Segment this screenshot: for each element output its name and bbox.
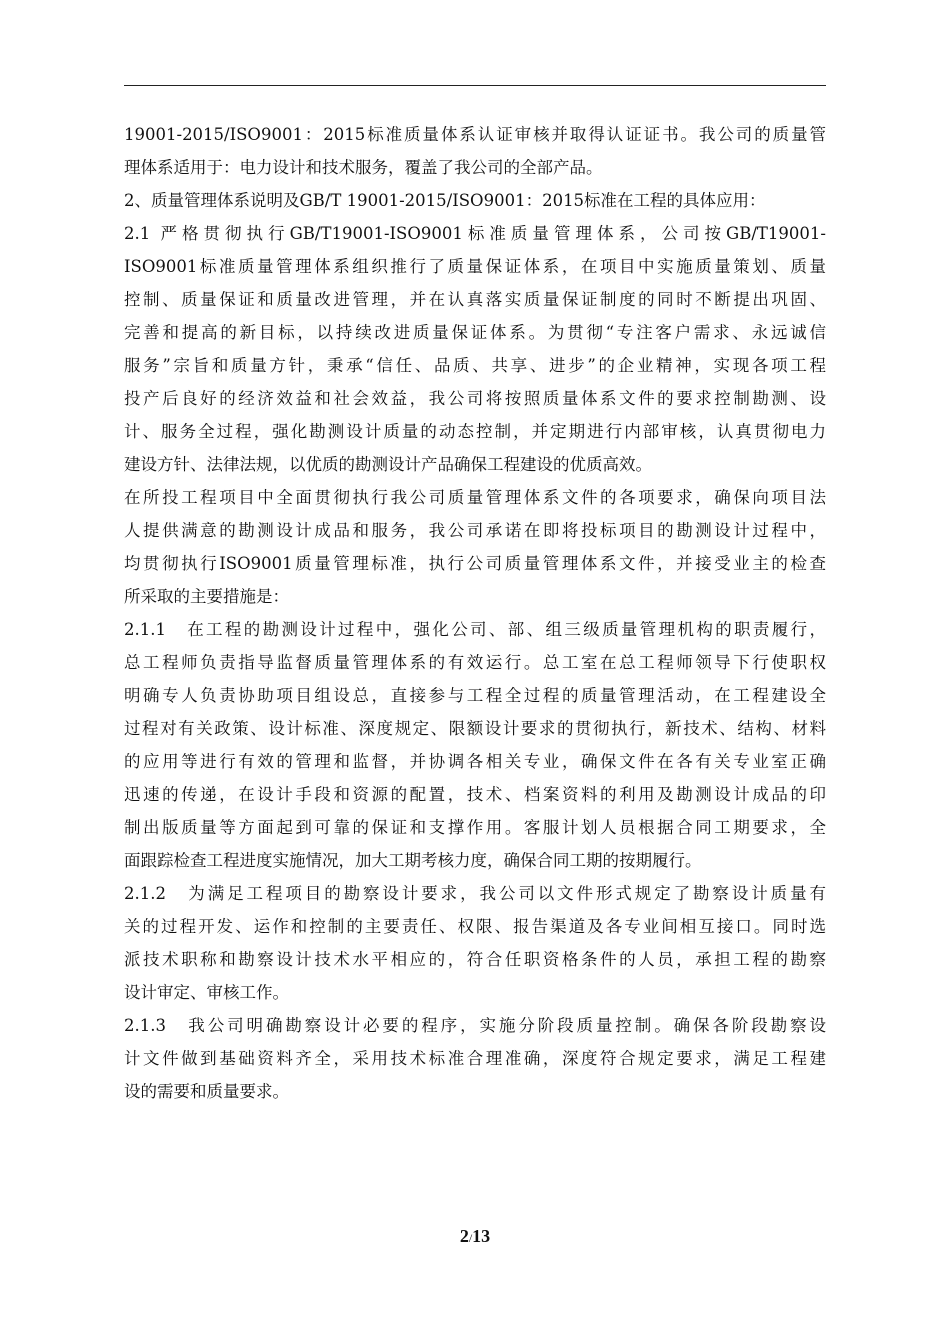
text-line: 控制、质量保证和质量改进管理，并在认真落实质量保证制度的同时不断提出巩固、 [124, 290, 826, 309]
text-line: ISO9001标准质量管理体系组织推行了质量保证体系，在项目中实施质量策划、质量 [124, 257, 826, 276]
page-separator: / [468, 1231, 473, 1245]
text-line: 建设方针、法律法规，以优质的勘测设计产品确保工程建设的优质高效。 [124, 455, 652, 474]
text-line: 总工程师负责指导监督质量管理体系的有效运行。总工室在总工程师领导下行使职权 [124, 653, 826, 672]
text-line: 2.1.3 我公司明确勘察设计必要的程序，实施分阶段质量控制。确保各阶段勘察设 [124, 1016, 826, 1035]
text-line: 关的过程开发、运作和控制的主要责任、权限、报告渠道及各专业间相互接口。同时选 [124, 917, 826, 936]
text-line: 设计审定、审核工作。 [124, 983, 289, 1002]
text-line: 完善和提高的新目标，以持续改进质量保证体系。为贯彻“专注客户需求、永远诚信 [124, 323, 826, 342]
text-line: 均贯彻执行ISO9001质量管理标准，执行公司质量管理体系文件，并接受业主的检查 [124, 554, 826, 573]
text-line: 2.1 严格贯彻执行GB/T19001-ISO9001标准质量管理体系，公司按GB/T19001- [124, 224, 826, 243]
text-line: 2、质量管理体系说明及GB/T 19001-2015/ISO9001：2015标准在工程的具体应用： [124, 191, 766, 210]
text-line: 设的需要和质量要求。 [124, 1082, 289, 1101]
text-line: 明确专人负责协助项目组设总，直接参与工程全过程的质量管理活动，在工程建设全 [124, 686, 826, 705]
text-line: 人提供满意的勘测设计成品和服务，我公司承诺在即将投标项目的勘测设计过程中， [124, 521, 826, 540]
text-line: 2.1.1 在工程的勘测设计过程中，强化公司、部、组三级质量管理机构的职责履行， [124, 620, 826, 639]
text-line: 计、服务全过程，强化勘测设计质量的动态控制，并定期进行内部审核，认真贯彻电力 [124, 422, 826, 441]
text-line: 计文件做到基础资料齐全，采用技术标准合理准确，深度符合规定要求，满足工程建 [124, 1049, 826, 1068]
page-number [0, 1224, 950, 1250]
header-rule [124, 85, 826, 86]
text-line: 迅速的传递，在设计手段和资源的配置，技术、档案资料的利用及勘测设计成品的印 [124, 785, 826, 804]
text-line: 派技术职称和勘察设计技术水平相应的，符合任职资格条件的人员，承担工程的勘察 [124, 950, 826, 969]
text-line: 19001-2015/ISO9001：2015标准质量体系认证审核并取得认证证书。我公司的质量管 [124, 125, 826, 144]
text-line: 过程对有关政策、设计标准、深度规定、限额设计要求的贯彻执行，新技术、结构、材料 [124, 719, 826, 738]
text-line: 所采取的主要措施是： [124, 587, 289, 606]
text-line: 投产后良好的经济效益和社会效益，我公司将按照质量体系文件的要求控制勘测、设 [124, 389, 826, 408]
text-line: 2.1.2 为满足工程项目的勘察设计要求，我公司以文件形式规定了勘察设计质量有 [124, 884, 826, 903]
document-body [124, 118, 826, 1108]
text-line: 理体系适用于：电力设计和技术服务，覆盖了我公司的全部产品。 [124, 158, 603, 177]
text-line: 的应用等进行有效的管理和监督，并协调各相关专业，确保文件在各有关专业室正确 [124, 752, 826, 771]
text-line: 服务”宗旨和质量方针，秉承“信任、品质、共享、进步”的企业精神，实现各项工程 [124, 356, 826, 375]
page-current: 2 [459, 1226, 469, 1246]
text-line: 制出版质量等方面起到可靠的保证和支撑作用。客服计划人员根据合同工期要求，全 [124, 818, 826, 837]
text-line: 面跟踪检查工程进度实施情况，加大工期考核力度，确保合同工期的按期履行。 [124, 851, 702, 870]
page-total: 13 [472, 1226, 491, 1246]
text-line: 在所投工程项目中全面贯彻执行我公司质量管理体系文件的各项要求，确保向项目法 [124, 488, 826, 507]
